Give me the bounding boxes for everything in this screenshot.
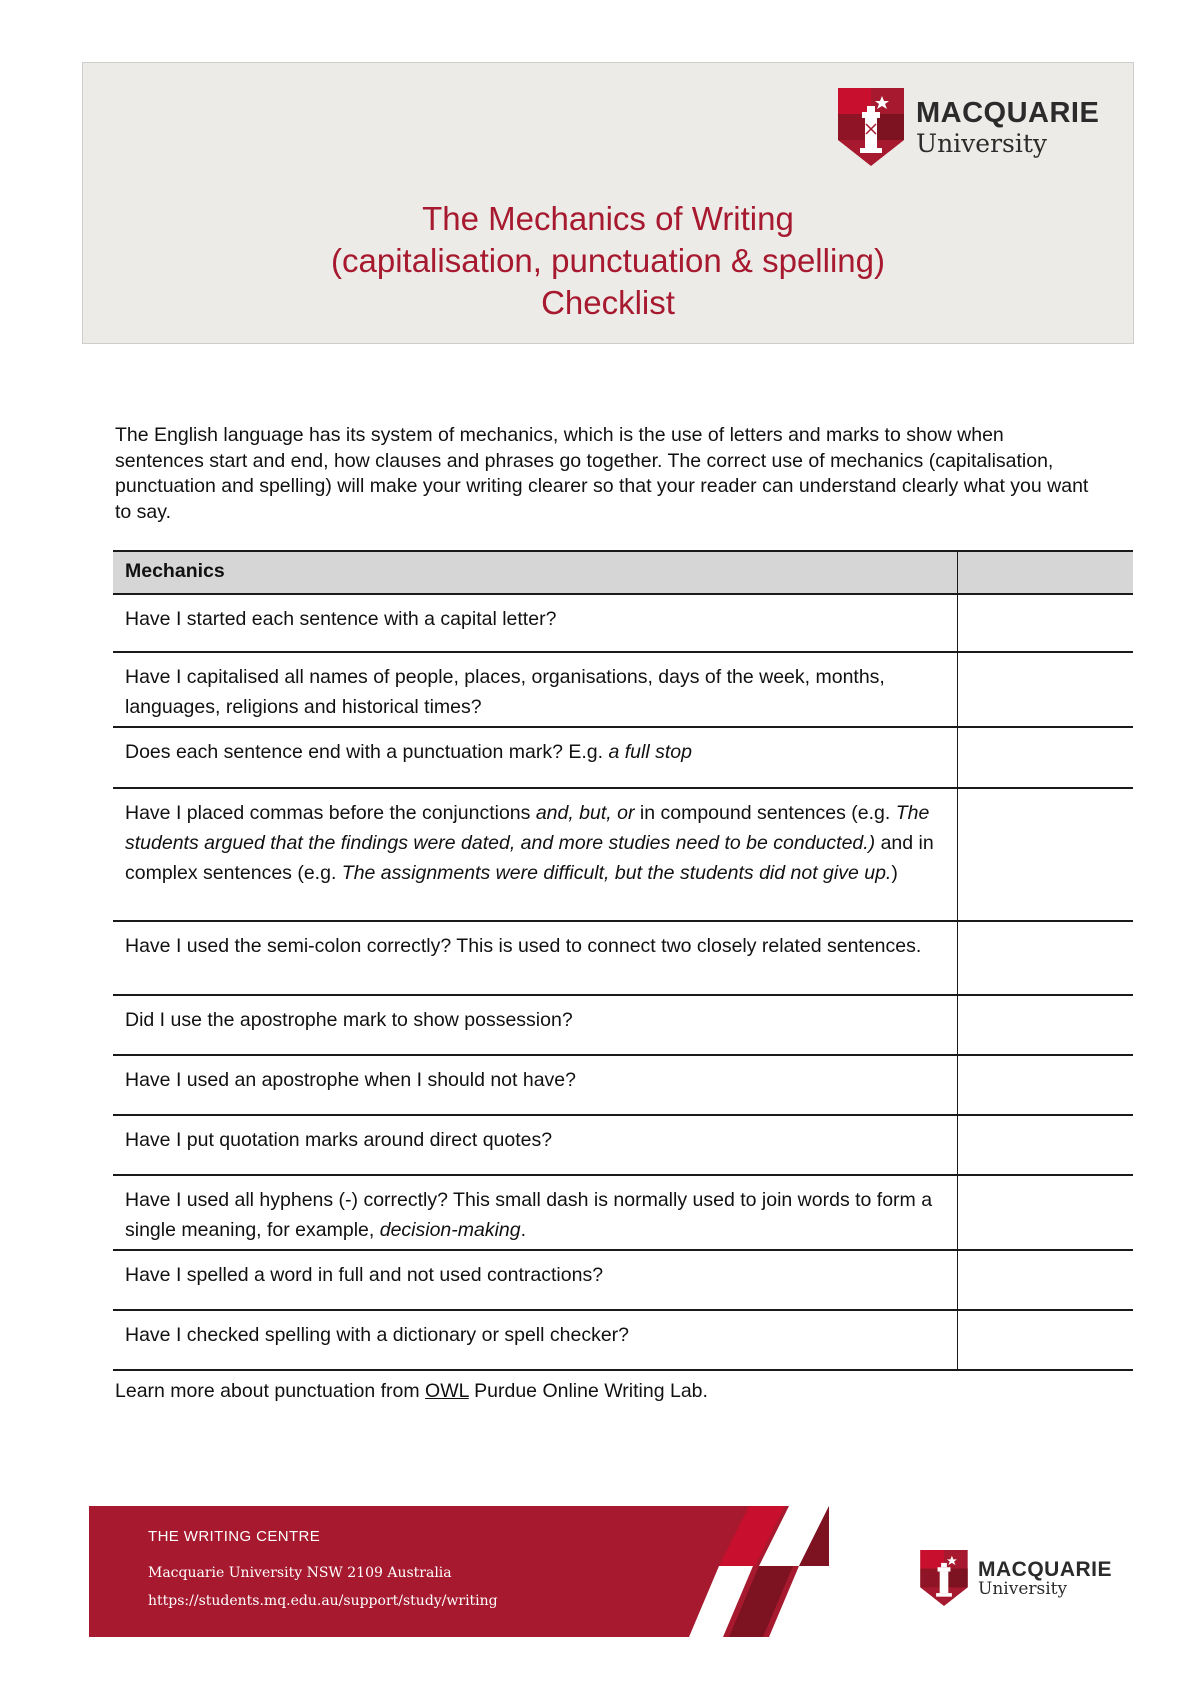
question-text: Have I placed commas before the conjunctions [125, 802, 536, 824]
check-cell[interactable] [958, 921, 1134, 995]
table-row [113, 594, 1133, 652]
checklist-question [113, 727, 958, 788]
intro-paragraph: The English language has its system of mechanics, which is the use of letters and marks to show when sentences start and end, how clauses and phrases go together. The correct use of mechanics (capitalisation, punctuation and spelling) will make your writing clearer so that your reader can understand clearly what you want to say. [115, 424, 1089, 523]
note-text: Purdue Online Writing Lab. [468, 1380, 708, 1402]
title-line-3: Checklist [541, 284, 675, 321]
checklist-question: Have I put quotation marks around direct quotes? [113, 1115, 958, 1175]
question-example: and, but, or [535, 802, 635, 824]
footer-heading: THE WRITING CENTRE [148, 1528, 321, 1545]
logo-name: MACQUARIE [978, 1557, 1112, 1581]
university-logo [838, 88, 1099, 166]
footer-university-logo [920, 1550, 1112, 1606]
lighthouse-shield-icon [838, 88, 904, 166]
checklist-question: Have I started each sentence with a capital letter? [113, 594, 958, 652]
question-text: . [520, 1219, 527, 1241]
check-cell[interactable] [958, 1055, 1134, 1115]
checklist-question: Have I capitalised all names of people, places, organisations, days of the week, months, languages, religions and historical times? [113, 652, 958, 727]
table-row [113, 1175, 1133, 1250]
check-cell[interactable] [958, 727, 1134, 788]
checklist-question: Did I use the apostrophe mark to show possession? [113, 995, 958, 1055]
checklist-question: Have I used an apostrophe when I should not have? [113, 1055, 958, 1115]
checklist-question: Have I used the semi-colon correctly? This is used to connect two closely related sentences. [113, 921, 958, 995]
footer-banner [89, 1506, 829, 1637]
question-example: The assignments were difficult, but the students did not give up. [341, 862, 892, 884]
check-cell[interactable] [958, 788, 1134, 921]
logo-name: MACQUARIE [916, 96, 1100, 129]
table-row [113, 1115, 1133, 1175]
logo-subname: University [916, 128, 1048, 158]
page-title [82, 198, 1134, 324]
question-text: and in complex sentences (e.g. [125, 832, 934, 884]
check-cell[interactable] [958, 652, 1134, 727]
table-row [113, 921, 1133, 995]
checklist-question [113, 788, 958, 921]
learn-more-note [115, 1380, 708, 1403]
title-line-2: (capitalisation, punctuation & spelling) [331, 242, 885, 279]
decorative-shapes-icon [689, 1506, 829, 1637]
question-example: a full stop [608, 741, 692, 763]
column-header-mechanics: Mechanics [113, 551, 958, 594]
check-cell[interactable] [958, 1310, 1134, 1370]
checklist-question: Have I checked spelling with a dictionary or spell checker? [113, 1310, 958, 1370]
question-text: Does each sentence end with a punctuation mark? E.g. [125, 741, 609, 763]
question-example: decision-making [379, 1219, 521, 1241]
table-row [113, 727, 1133, 788]
checklist-question [113, 1175, 958, 1250]
question-example: The students argued that the findings were dated, and more studies need to be conducted.) [125, 802, 930, 854]
table-row [113, 1055, 1133, 1115]
table-row [113, 652, 1133, 727]
lighthouse-shield-icon [920, 1550, 968, 1606]
owl-link[interactable]: OWL [425, 1380, 469, 1402]
check-cell[interactable] [958, 1115, 1134, 1175]
footer-url[interactable]: https://students.mq.edu.au/support/study/writing [148, 1593, 498, 1609]
check-cell[interactable] [958, 594, 1134, 652]
check-cell[interactable] [958, 995, 1134, 1055]
column-header-check [958, 551, 1134, 594]
title-line-1: The Mechanics of Writing [422, 200, 794, 237]
footer-address: Macquarie University NSW 2109 Australia [148, 1565, 452, 1581]
table-header-row [113, 551, 1133, 594]
checklist-question: Have I spelled a word in full and not used contractions? [113, 1250, 958, 1310]
question-text: in compound sentences (e.g. [634, 802, 896, 824]
table-row [113, 1250, 1133, 1310]
table-row [113, 1310, 1133, 1370]
question-text: ) [891, 862, 898, 884]
check-cell[interactable] [958, 1175, 1134, 1250]
check-cell[interactable] [958, 1250, 1134, 1310]
note-text: Learn more about punctuation from [115, 1380, 426, 1402]
logo-subname: University [978, 1578, 1068, 1599]
table-row [113, 995, 1133, 1055]
mechanics-checklist-table [113, 550, 1133, 1371]
table-row [113, 788, 1133, 921]
question-text: Have I used all hyphens (-) correctly? This small dash is normally used to join words to form a single meaning, for example, [125, 1189, 933, 1241]
